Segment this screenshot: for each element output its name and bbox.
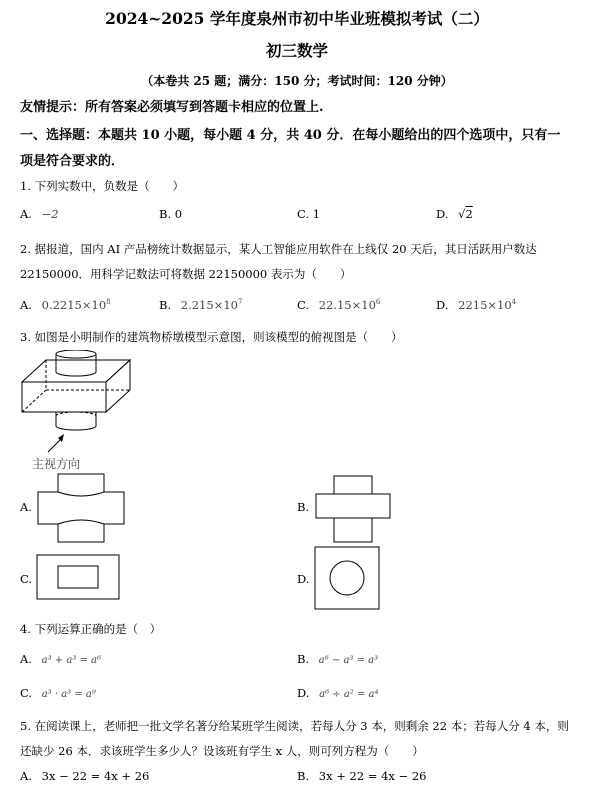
bridge-pier-model-figure — [18, 350, 148, 470]
q5-option-a-value: 3x − 22 = 4x + 26 — [41, 769, 150, 783]
q1-option-a — [20, 207, 59, 221]
q2-option-b-value — [181, 298, 243, 312]
q2-c-base: 22.15×10 — [318, 298, 376, 312]
q2-d-base: 2215×10 — [458, 298, 512, 312]
q1-option-d — [436, 207, 473, 221]
q2-option-b-label: B. — [159, 298, 172, 312]
q1-option-d-value: 2 — [465, 207, 473, 221]
q1-option-c: C. 1 — [297, 207, 321, 221]
section-heading-line2: 项是符合要求的． — [20, 154, 125, 169]
q4-option-b-value: a⁶ − a³ = a³ — [318, 655, 379, 666]
friendly-tip: 友情提示：所有答案必须填写到答题卡相应的位置上. — [20, 100, 324, 115]
q4-option-a-label: A. — [20, 652, 32, 666]
q3-option-a-figure — [36, 472, 126, 544]
q1-option-a-label: A. — [20, 207, 32, 221]
q4-option-c-label: C. — [20, 686, 33, 700]
q5-option-b-label: B. — [297, 769, 310, 783]
q3-option-b-label: B. — [297, 500, 310, 514]
q5-option-b — [297, 769, 426, 783]
q3-option-c-label: C. — [20, 572, 33, 586]
q4-option-b-label: B. — [297, 652, 310, 666]
q4-option-d-value: a⁶ ÷ a² = a⁴ — [319, 689, 379, 700]
q2-stem-line2: 22150000．用科学记数法可将数据 22150000 表示为（ ） — [20, 267, 352, 281]
exam-title: 2024~2025 学年度泉州市初中毕业班模拟考试（二） — [105, 9, 489, 28]
q1-stem: 1. 下列实数中，负数是（ ） — [20, 179, 185, 193]
exam-meta: （本卷共 25 题；满分：150 分；考试时间：120 分钟） — [141, 74, 453, 88]
q5-stem-line2: 还缺少 26 本．求该班学生多少人？设该班有学生 x 人，则可列方程为（ ） — [20, 744, 424, 758]
q1-option-a-value: −2 — [41, 207, 59, 221]
q4-option-b — [297, 652, 378, 666]
q2-a-base: 0.2215×10 — [41, 298, 107, 312]
exam-subtitle: 初三数学 — [265, 41, 328, 60]
q2-option-d — [436, 298, 516, 312]
q4-option-d-label: D. — [297, 686, 310, 700]
q2-stem-line1: 2. 据报道，国内 AI 产品榜统计数据显示，某人工智能应用软件在上线仅 20 天后，其日活跃用户数达 — [20, 242, 537, 256]
q2-b-exp: 7 — [237, 298, 243, 307]
q2-option-c — [297, 298, 380, 312]
q5-option-b-value: 3x + 22 = 4x − 26 — [318, 769, 427, 783]
q2-option-a-value — [42, 298, 111, 312]
q3-option-d-figure — [314, 546, 380, 610]
sqrt-sign-icon: √ — [458, 207, 466, 221]
q4-option-c-value: a³ · a³ = a⁹ — [41, 689, 96, 700]
q2-b-base: 2.215×10 — [180, 298, 238, 312]
q2-a-exp: 8 — [106, 298, 111, 307]
q2-option-b — [159, 298, 242, 312]
q2-option-c-label: C. — [297, 298, 310, 312]
q2-option-d-value — [458, 298, 516, 312]
q4-option-a — [20, 652, 101, 666]
section-heading-line1: 一、选择题：本题共 10 小题，每小题 4 分，共 40 分．在每小题给出的四个选项中，只有一 — [20, 128, 561, 143]
q2-d-exp: 4 — [511, 298, 517, 307]
q3-option-c-figure — [36, 554, 120, 600]
q2-option-c-value — [319, 298, 381, 312]
view-direction-label: 主视方向 — [32, 457, 81, 471]
q3-option-a-label: A. — [20, 500, 32, 514]
q1-option-b: B. 0 — [159, 207, 183, 221]
q5-option-a — [20, 769, 149, 783]
q5-option-a-label: A. — [20, 769, 32, 783]
q4-option-a-value: a³ + a³ = a⁶ — [41, 655, 102, 666]
q4-stem: 4. 下列运算正确的是（ ） — [20, 622, 162, 636]
q2-c-exp: 6 — [375, 298, 381, 307]
q3-stem: 3. 如图是小明制作的建筑物桥墩模型示意图，则该模型的俯视图是（ ） — [20, 330, 403, 344]
q2-option-a — [20, 298, 111, 312]
q2-option-d-label: D. — [436, 298, 449, 312]
q2-option-a-label: A. — [20, 298, 32, 312]
q5-stem-line1: 5. 在阅读课上，老师把一批文学名著分给某班学生阅读，若每人分 3 本，则剩余 22 本；若每人分 4 本，则 — [20, 719, 569, 733]
q1-option-d-label: D. — [436, 207, 449, 221]
q4-option-c — [20, 686, 96, 700]
q3-option-d-label: D. — [297, 572, 310, 586]
q3-option-b-figure — [314, 474, 392, 546]
q4-option-d — [297, 686, 379, 700]
